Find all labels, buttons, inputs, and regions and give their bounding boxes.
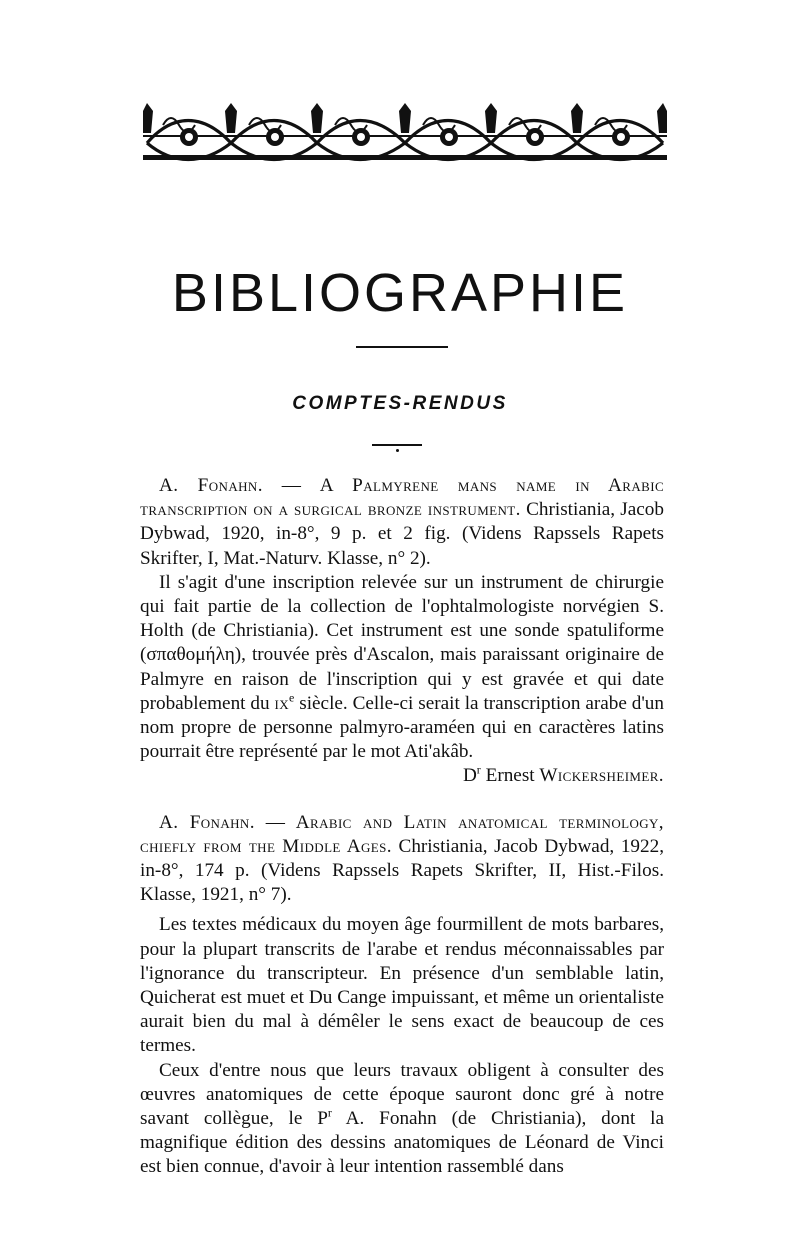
ornamental-header-band	[143, 103, 667, 165]
review-1-century: ix	[274, 692, 290, 714]
section-divider	[372, 444, 422, 446]
section-divider-dot	[396, 449, 399, 452]
review-2-paragraph-2: Ceux d'entre nous que leurs travaux obligent à consulter des œuvres anatomiques de cette époque sauront donc gré à notre savant collègue, le $P^r$ A. Fonahn (de Christiania), dont la magnifique édition des dessins anatomiques de Léonard de Vinci est bien connue, d'avoir à leur intention rassemblé dans	[140, 1059, 664, 1178]
review-1-title: A Palmyrene mans name in Arabic transcription on a surgical bronze instrument.	[140, 475, 665, 521]
review-1-signature	[140, 764, 664, 788]
review-2-title: Arabic and Latin anatomical terminology, chiefly from the Middle Ages.	[140, 811, 665, 857]
reviewer: $D^r$ Ernest Wickersheimer.	[462, 763, 664, 787]
text-column	[140, 474, 664, 1180]
review-1-citation: Christiania, Jacob Dybwad, 1920, in-8°, 9 p. et 2 fig. (Videns Rapssels Rapets Skrifter, I, Mat.-Naturv. Klasse, n° 2).	[140, 499, 664, 569]
page-title: BIBLIOGRAPHIE	[171, 263, 629, 323]
review-1-author: A. Fonahn.	[159, 475, 263, 496]
review-1-heading	[140, 474, 664, 571]
review-2-citation: Christiania, Jacob Dybwad, 1922, in-8°, 174 p. (Videns Rapssels Rapets Skrifter, II, Hist.-Filos. Klasse, 1921, n° 7).	[140, 835, 664, 906]
review-2-heading	[140, 811, 664, 908]
review-2-author: A. Fonahn.	[159, 811, 255, 833]
review-1-body: Il s'agit d'une inscription relevée sur un instrument de chirurgie qui fait partie de la collection de l'ophtalmologiste norvégien S. Holth (de Christiania). Cet instrument est une sonde spatuliforme (σπαθομήλη), trouvée près d'Ascalon, mais paraissant originaire de Palmyre en raison de l'inscription qui y est gravée et qui date probablement du $ix^e$ siècle. Celle-ci serait la transcription arabe d'un nom propre de personne palmyro-araméen qui en caractères latins pourrait être représenté par le mot Ati'akâb.	[140, 571, 664, 763]
section-title: COMPTES-RENDUS	[292, 393, 508, 414]
review-2-paragraph-1: Les textes médicaux du moyen âge fourmillent de mots barbares, pour la plupart transcrits de l'arabe et rendus méconnaissables par l'ignorance du transcripteur. En présence d'un semblable latin, Quicherat est muet et Du Cange impuissant, et même un orientaliste aurait bien du mal à démêler le sens exact de beaucoup de ces termes.	[140, 914, 664, 1057]
title-divider	[356, 346, 448, 348]
review-2-dash: —	[254, 811, 296, 833]
review-1-dash: —	[262, 475, 320, 496]
